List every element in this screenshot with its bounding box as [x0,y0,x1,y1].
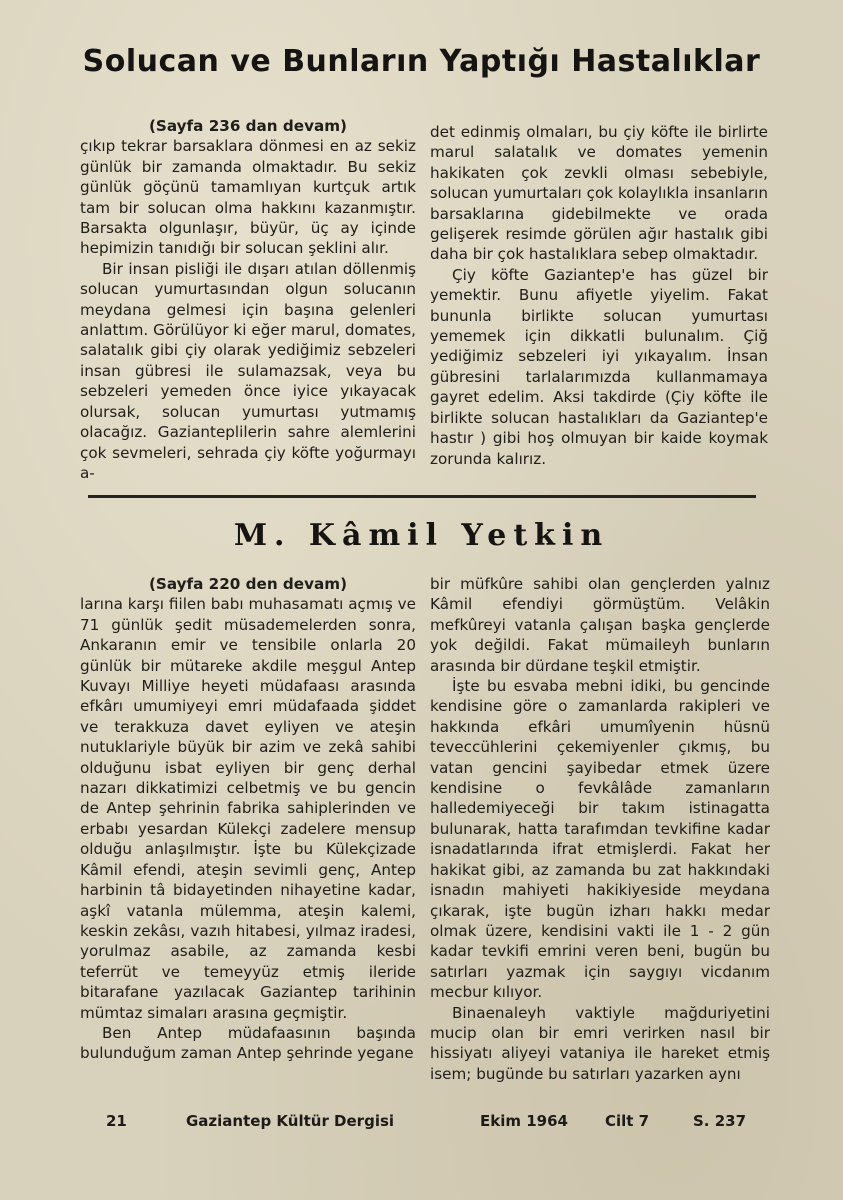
article1-right-column [430,122,768,469]
article-title-kamil-yetkin: M. Kâmil Yetkin [233,518,610,553]
paragraph: Ben Antep müdafaasının başında bulunduğum zaman Antep şehrinde yegane [80,1023,416,1063]
paragraph: det edinmiş olmaları, bu çiy köfte ile birlirte marul salatalık ve domates yemenin hakikaten çok zevkli olması sebebiyle, solucan yumurtaları çok kolaylıkla insanların barsaklarına gidebilmekte ve orada gelişerek resimde görülen ağır hastalık gibi daha bir çok hastalıklara sebep olmaktadır. [430,123,768,264]
paragraph: larına karşı fiilen babı muhasamatı açmış ve 71 günlük şedit müsademelerden sonra, Ankaranın emir ve tensibile onlarla 20 günlük bir mütareke akdile meşgul Antep Kuvayı Milliye heyeti müdafaası arasında efkârı umumiyeyi emri müdafaada şiddet ve terakkuza davet eyliyen ve ateşin nutuklariyle büyük bir azim ve zekâ sahibi olduğunu isbat eyliyen bir genç derhal nazarı dikkatimizi celbetmiş ve bu gencin de Antep şehrinin fabrika sahiplerinden ve erbabı yesardan Külekçi zadelere mensup olduğu anlaşılmıştır. İşte bu Külekçizade Kâmil efendi, ateşin sevimli genç, Antep harbinin tâ bidayetinden nihayetine kadar, aşkî vatanla mülemma, ateşin kalemi, keskin zekâsı, vazıh hitabesi, yılmaz iradesi, yorulmaz asabile, az zamanda kesbi teferrüt ve temeyyüz etmiş ileride bitarafane yazılacak Gaziantep tarihinin mümtaz simaları arasına geçmiştir. [80,595,416,1022]
article2-left-column [80,574,416,1064]
article1-left-column [80,116,416,483]
page-number: 21 [106,1112,127,1130]
page-footer [0,1112,843,1134]
paragraph: Çiy köfte Gaziantep'e has güzel bir yemektir. Bunu afiyetle yiyelim. Fakat bununla birlikte solucan yumurtası yememek için dikkatli bulunalım. Çiğ yediğimiz sebzeleri iyi yıkayalım. İnsan gübresini tarlalarımızda kullanmamaya gayret edelim. Aksi takdirde (Çiy köfte ile birlikte solucan hastalıkları da Gaziantep'e hastır ) gibi hoş olmuyan bir kaide koymak zorunda kalırız. [430,265,768,468]
paragraph: İşte bu esvaba mebni idiki, bu gencinde kendisine göre o zamanlarda rakipleri ve hakkında efkâri umumîyenin hüsnü teveccühlerini çekemiyenler çıkmış, bu vatan gencini şayibedar etmek üzere kendisine o fevkâlâde zamanların halledemiyeceği bir takım istinagatta bulunarak, hatta tarafımdan tevkifine kadar isnadatlarında ifrat etmişlerdi. Fakat her hakikat gibi, az zamanda bu zat hakkındaki isnadın mahiyeti hakikiyeside meydana çıkarak, işte bugün izharı hakkı medar olmak üzere, kendisini vakti ile 1 - 2 gün kadar tevkifi emrini veren beni, bugün bu satırları yazmak için saygıyı vicdanım mecbur kılıyor. [430,677,770,1002]
continuation-note: (Sayfa 220 den devam) [148,575,348,593]
issue-number: S. 237 [693,1112,747,1130]
paragraph: Bir insan pisliği ile dışarı atılan döllenmiş solucan yumurtasından olgun solucanın meydana gelmesi için başına gelenleri anlattım. Görülüyor ki eğer marul, domates, salatalık gibi çiy olarak yediğimiz sebzeleri insan gübresi ile sulamazsak, veya bu sebzeleri yemeden önce iyice yıkayacak olursak, solucan yumurtası yutmamış olacağız. Gazianteplilerin sahre alemlerini çok sevmeleri, sehrada çiy köfte yoğurmayı a- [80,259,416,482]
continuation-note: (Sayfa 236 dan devam) [148,117,347,135]
issue-date: Ekim 1964 [480,1112,568,1130]
journal-name: Gaziantep Kültür Dergisi [186,1112,395,1130]
article-title-worms: Solucan ve Bunların Yaptığı Hastalıklar [82,44,761,79]
volume-number: Cilt 7 [605,1112,650,1130]
paragraph: bir müfkûre sahibi olan gençlerden yalnız Kâmil efendiyi görmüştüm. Velâkin mefkûreyi vatanla çalışan başka gençlerde yok değildi. Fakat mümaileyh bunların arasında bir dürdane teşkil etmiştir. [430,575,770,675]
section-divider [88,495,756,498]
paragraph: Binaenaleyh vaktiyle mağduriyetini mucip olan bir emri verirken nasıl bir hissiyatı aliyeyi vataniya ile hareket etmiş isem; bugünde bu satırları yazarken aynı [430,1003,770,1083]
paragraph: çıkıp tekrar barsaklara dönmesi en az sekiz günlük bir zamanda olmaktadır. Bu sekiz günlük göçünü tamamlıyan kurtçuk artık tam bir solucan olma hakkını kazanmıştır. Barsakta olgunlaşır, büyür, üç ay içinde hepimizin tanıdığı bir solucan şeklini alır. [80,137,416,258]
article2-right-column [430,574,770,1084]
